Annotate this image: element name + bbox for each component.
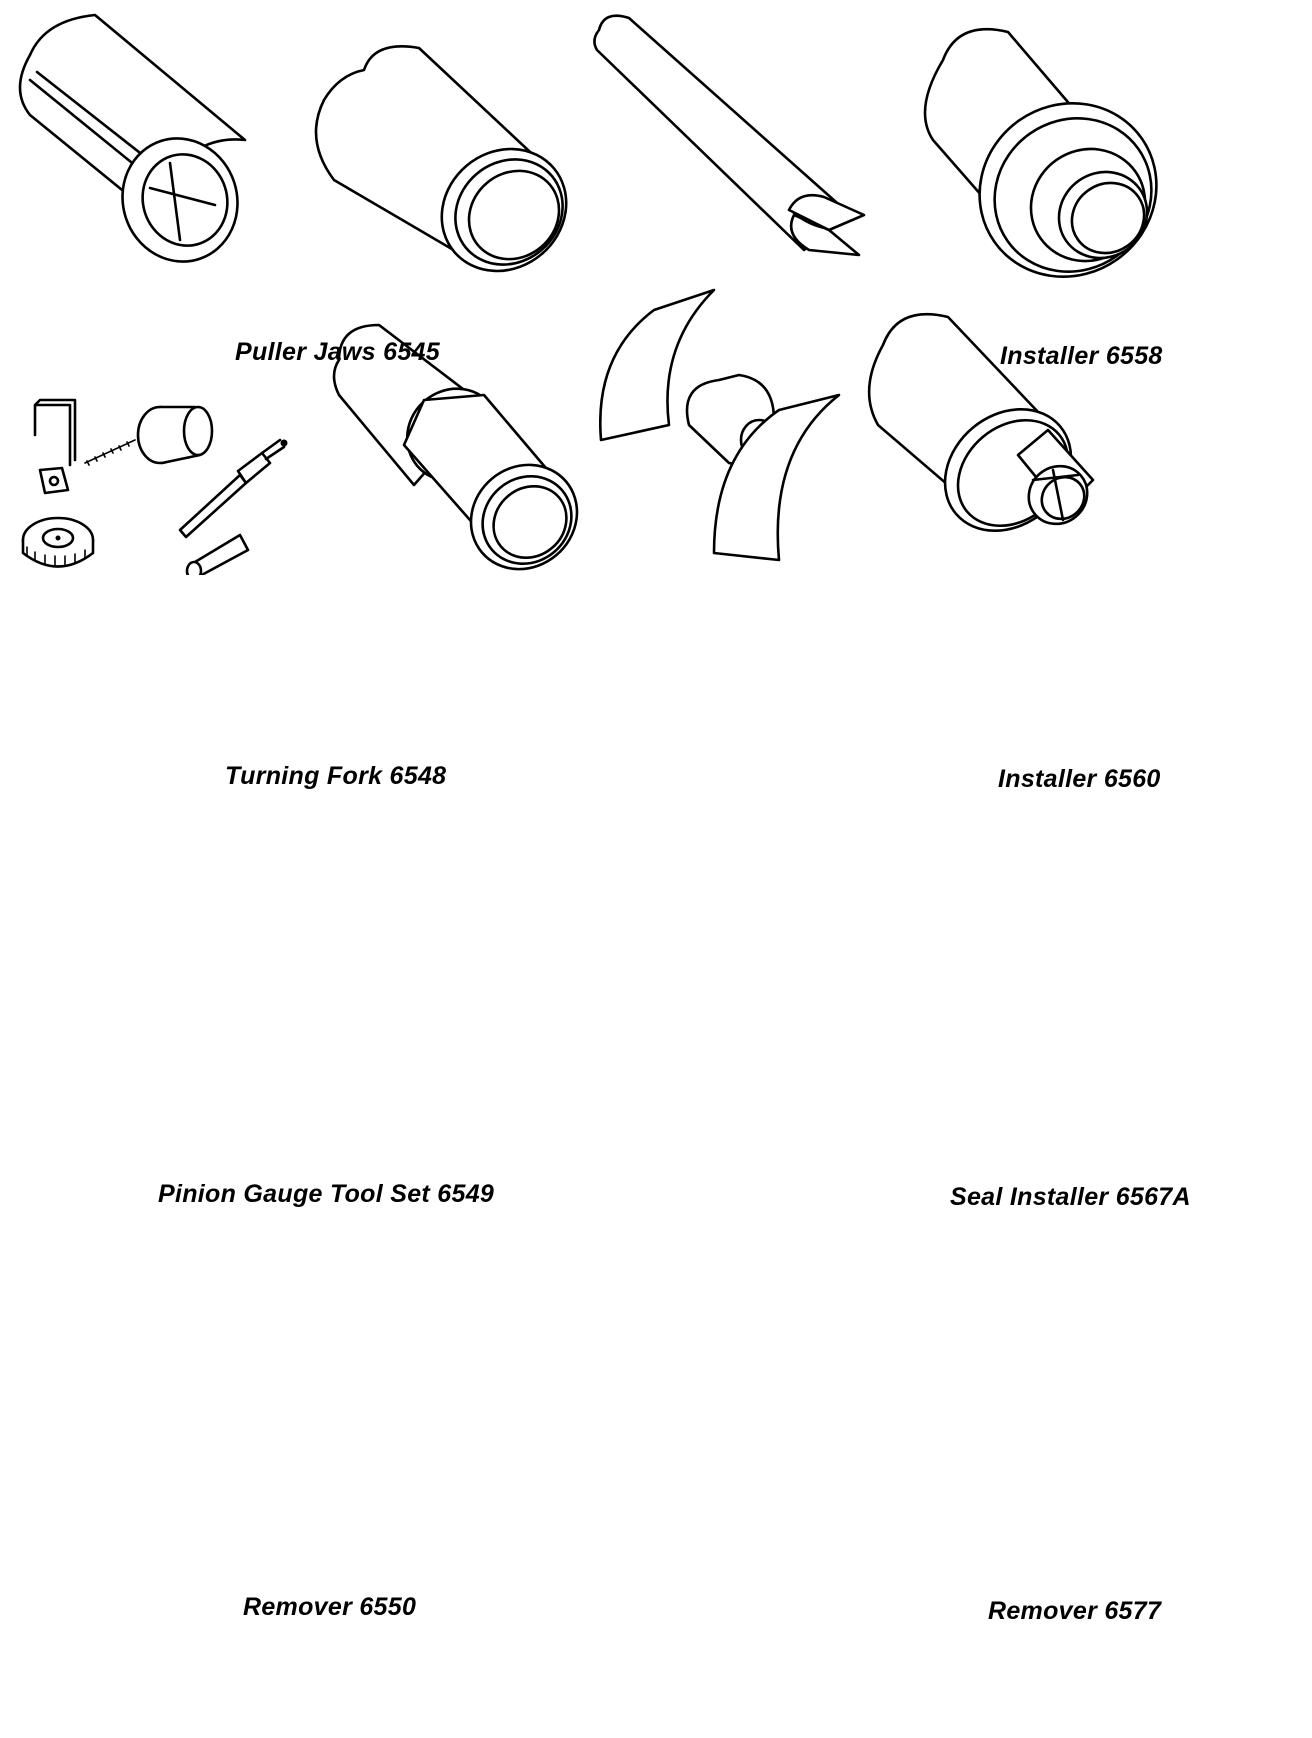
- turning-fork-illustration: [589, 10, 889, 280]
- pinion-gauge-illustration: [0, 395, 320, 575]
- installer-6560-illustration: [893, 20, 1173, 280]
- pinion-gauge-caption: Pinion Gauge Tool Set 6549: [158, 1180, 495, 1208]
- puller-jaws-caption: Puller Jaws 6545: [235, 338, 440, 366]
- installer-6558-illustration: [304, 30, 584, 280]
- seal-installer-caption: Seal Installer 6567A: [950, 1183, 1191, 1211]
- puller-jaws-illustration: [0, 0, 300, 280]
- installer-6558-caption: Installer 6558: [1000, 342, 1163, 370]
- turning-fork-caption: Turning Fork 6548: [225, 762, 447, 790]
- remover-6577-caption: Remover 6577: [988, 1597, 1162, 1625]
- remover-6550-illustration: [599, 285, 849, 575]
- installer-6560-caption: Installer 6560: [998, 765, 1161, 793]
- remover-6550-caption: Remover 6550: [243, 1593, 417, 1621]
